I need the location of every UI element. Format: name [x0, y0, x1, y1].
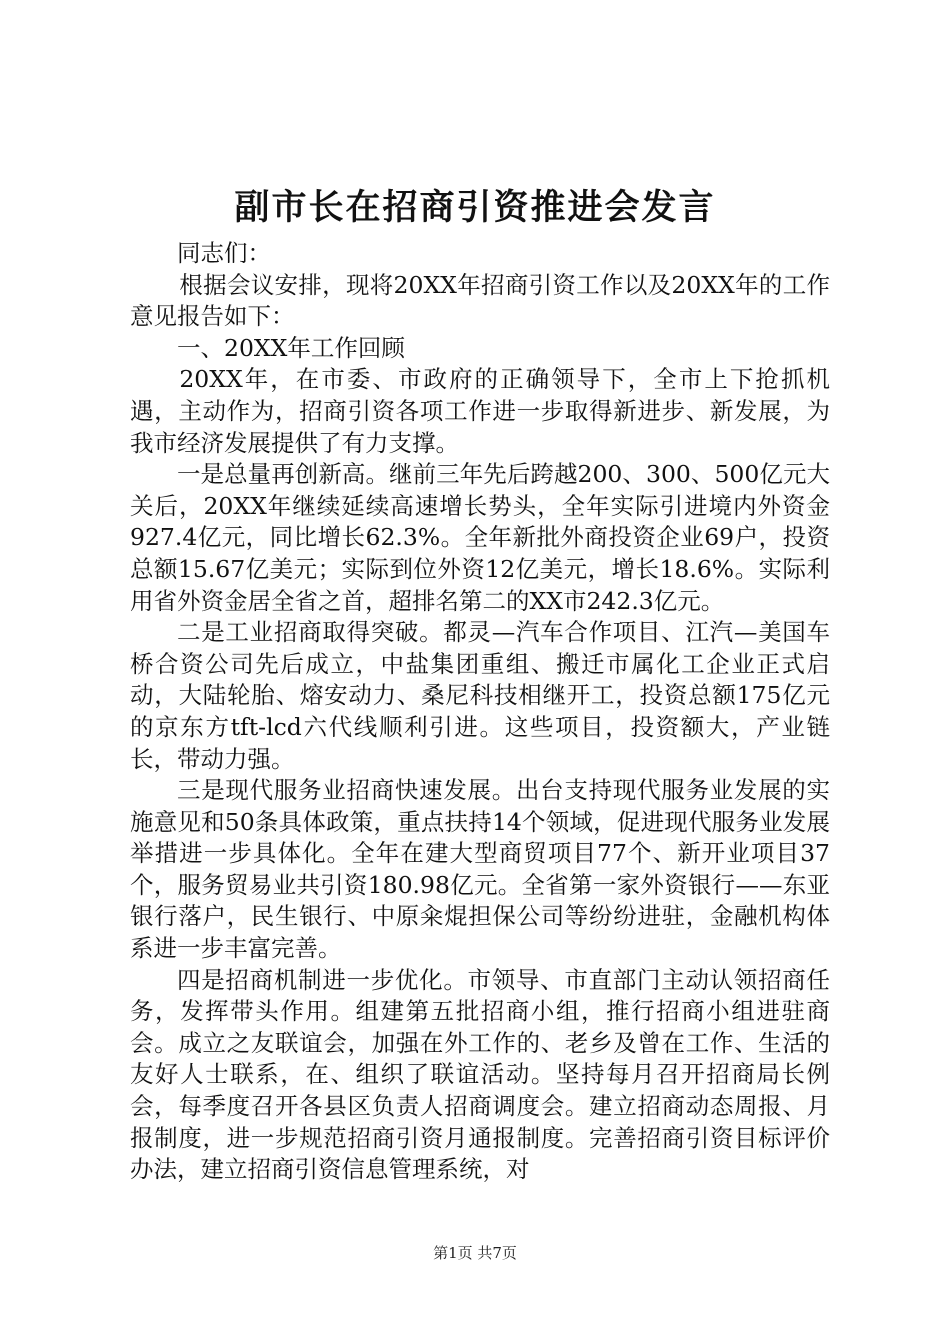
- salutation: 同志们：: [177, 239, 271, 267]
- document-body: [130, 238, 830, 1186]
- page-number-footer: 第1页 共7页: [433, 1244, 517, 1262]
- overview-paragraph: 20XX年，在市委、市政府的正确领导下，全市上下抢抓机遇，主动作为，招商引资各项工作进一步取得新进步、新发展，为我市经济发展提供了有力支撑。: [130, 365, 830, 457]
- intro-paragraph: 根据会议安排，现将20XX年招商引资工作以及20XX年的工作意见报告如下：: [130, 270, 830, 331]
- point-three-paragraph: 三是现代服务业招商快速发展。出台支持现代服务业发展的实施意见和50条具体政策，重点扶持14个领域，促进现代服务业发展举措进一步具体化。全年在建大型商贸项目77个、新开业项目37个，服务贸易业共引资180.98亿元。全省第一家外资银行——东亚银行落户，民生银行、中原籴焜担保公司等纷纷进驻，金融机构体系进一步丰富完善。: [130, 776, 830, 963]
- point-two-paragraph: 二是工业招商取得突破。都灵—汽车合作项目、江汽—美国车桥合资公司先后成立，中盐集团重组、搬迁市属化工企业正式启动，大陆轮胎、熔安动力、桑尼科技相继开工，投资总额175亿元的京东方tft-lcd六代线顺利引进。这些项目，投资额大，产业链长，带动力强。: [130, 618, 830, 773]
- point-four-paragraph: 四是招商机制进一步优化。市领导、市直部门主动认领招商任务，发挥带头作用。组建第五批招商小组，推行招商小组进驻商会。成立之友联谊会，加强在外工作的、老乡及曾在工作、生活的友好人士联系，在、组织了联谊活动。坚持每月召开招商局长例会，每季度召开各县区负责人招商调度会。建立招商动态周报、月报制度，进一步规范招商引资月通报制度。完善招商引资目标评价办法，建立招商引资信息管理系统，对: [130, 965, 830, 1184]
- section-heading: 一、20XX年工作回顾: [177, 333, 405, 362]
- document-title: 副市长在招商引资推进会发言: [234, 187, 716, 228]
- point-one-paragraph: 一是总量再创新高。继前三年先后跨越200、300、500亿元大关后，20XX年继续延续高速增长势头，全年实际引进境内外资金927.4亿元，同比增长62.3%。全年新批外商投资企业69户，投资总额15.67亿美元；实际到位外资12亿美元，增长18.6%。实际利用省外资金居全省之首，超排名第二的XX市242.3亿元。: [130, 460, 830, 615]
